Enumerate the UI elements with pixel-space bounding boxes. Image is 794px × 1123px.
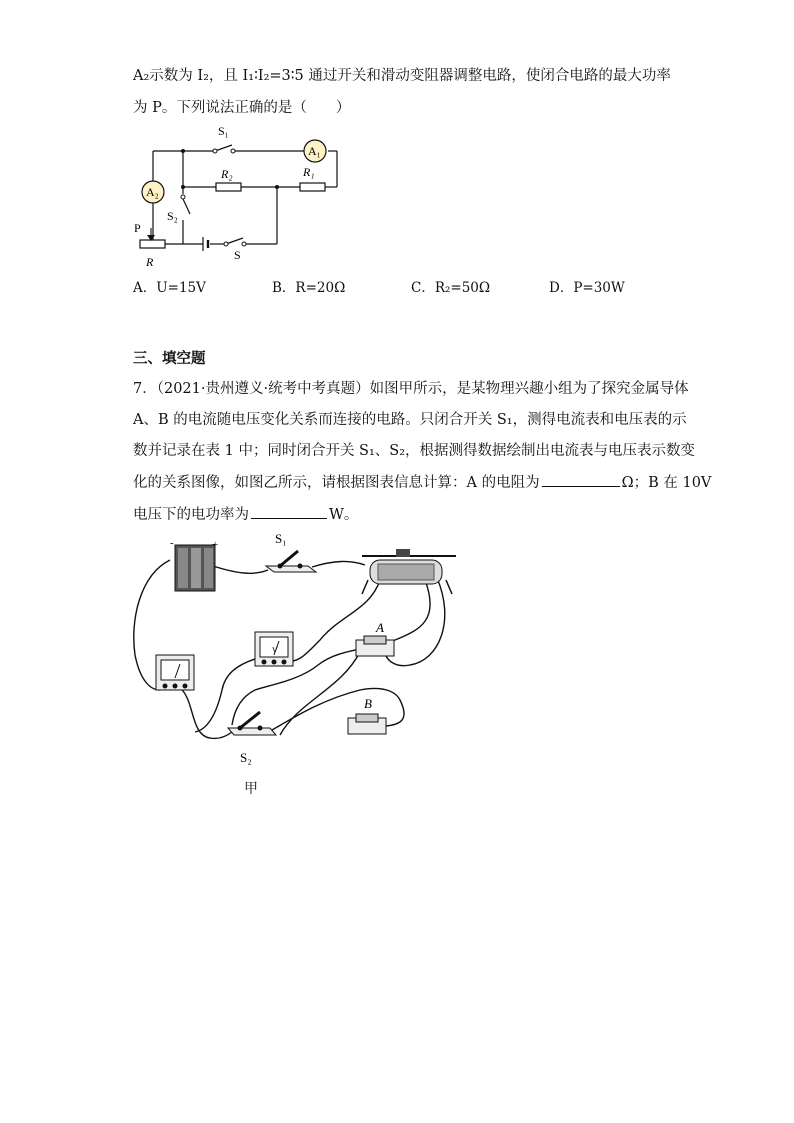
section-title: 三、填空题 [133, 350, 206, 367]
q7-text-line3: 数并记录在表 1 中；同时闭合开关 S₁、S₂，根据测得数据绘制出电流表与电压表示数变 [133, 443, 696, 459]
q7-apparatus-figure [126, 528, 476, 773]
switch-s2-icon [228, 712, 276, 735]
option-b: B．R=20Ω [272, 280, 346, 296]
battery-icon [175, 545, 215, 591]
label-a1: A₁ [308, 144, 321, 158]
battery-plus-label: + [212, 539, 219, 551]
switch-s1-icon [266, 551, 316, 572]
label-a2: A₂ [146, 185, 159, 199]
q7-line4-start: 化的关系图像，如图乙所示，请根据图表信息计算：A 的电阻为 [133, 475, 540, 491]
q7-line5-start: 电压下的电功率为 [133, 507, 249, 523]
q7-text-line1: 7．（2021·贵州遵义·统考中考真题）如图甲所示，是某物理兴趣小组为了探究金属导体 [133, 381, 689, 397]
option-c: C．R₂=50Ω [411, 280, 491, 296]
q7-line5-end: W。 [329, 507, 359, 523]
label-r: R [146, 255, 154, 269]
ammeter-icon [156, 655, 194, 690]
label-r1: R₁ [303, 165, 315, 179]
q7-text-line5 [133, 504, 358, 525]
label-resistor-a: A [376, 620, 384, 635]
label-s1: S₁ [218, 124, 229, 138]
resistor-b-icon [348, 714, 386, 734]
label-v: V [272, 646, 278, 655]
q6-text-line2: 为 P。下列说法正确的是（ ） [133, 100, 351, 116]
resistor-a-icon [356, 636, 394, 656]
battery-minus-label: - [170, 537, 174, 549]
figure-caption: 甲 [244, 781, 258, 797]
label-s: S [234, 248, 241, 262]
q7-text-line2: A、B 的电流随电压变化关系而连接的电路。只闭合开关 S₁，测得电流表和电压表的示 [133, 412, 687, 428]
label-p: P [134, 221, 141, 235]
option-d: D．P=30W [549, 280, 625, 296]
label-r2: R₂ [221, 167, 233, 181]
rheostat-icon [362, 549, 456, 594]
q7-line4-end: Ω；B 在 10V [621, 475, 712, 491]
label-s2-figure: S₂ [240, 750, 252, 765]
label-resistor-b: B [364, 696, 372, 711]
label-s1-figure: S₁ [275, 531, 287, 546]
answer-blank-power-b[interactable] [251, 504, 327, 519]
q6-text-line1: A₂示数为 I₂，且 I₁∶I₂=3∶5 通过开关和滑动变阻器调整电路，使闭合电路的最大功率 [133, 68, 671, 84]
label-s2: S₂ [167, 209, 178, 223]
answer-blank-resistance-a[interactable] [542, 472, 620, 487]
option-a: A．U=15V [133, 280, 206, 296]
q6-circuit-diagram [126, 120, 356, 270]
q7-text-line4 [133, 472, 711, 493]
